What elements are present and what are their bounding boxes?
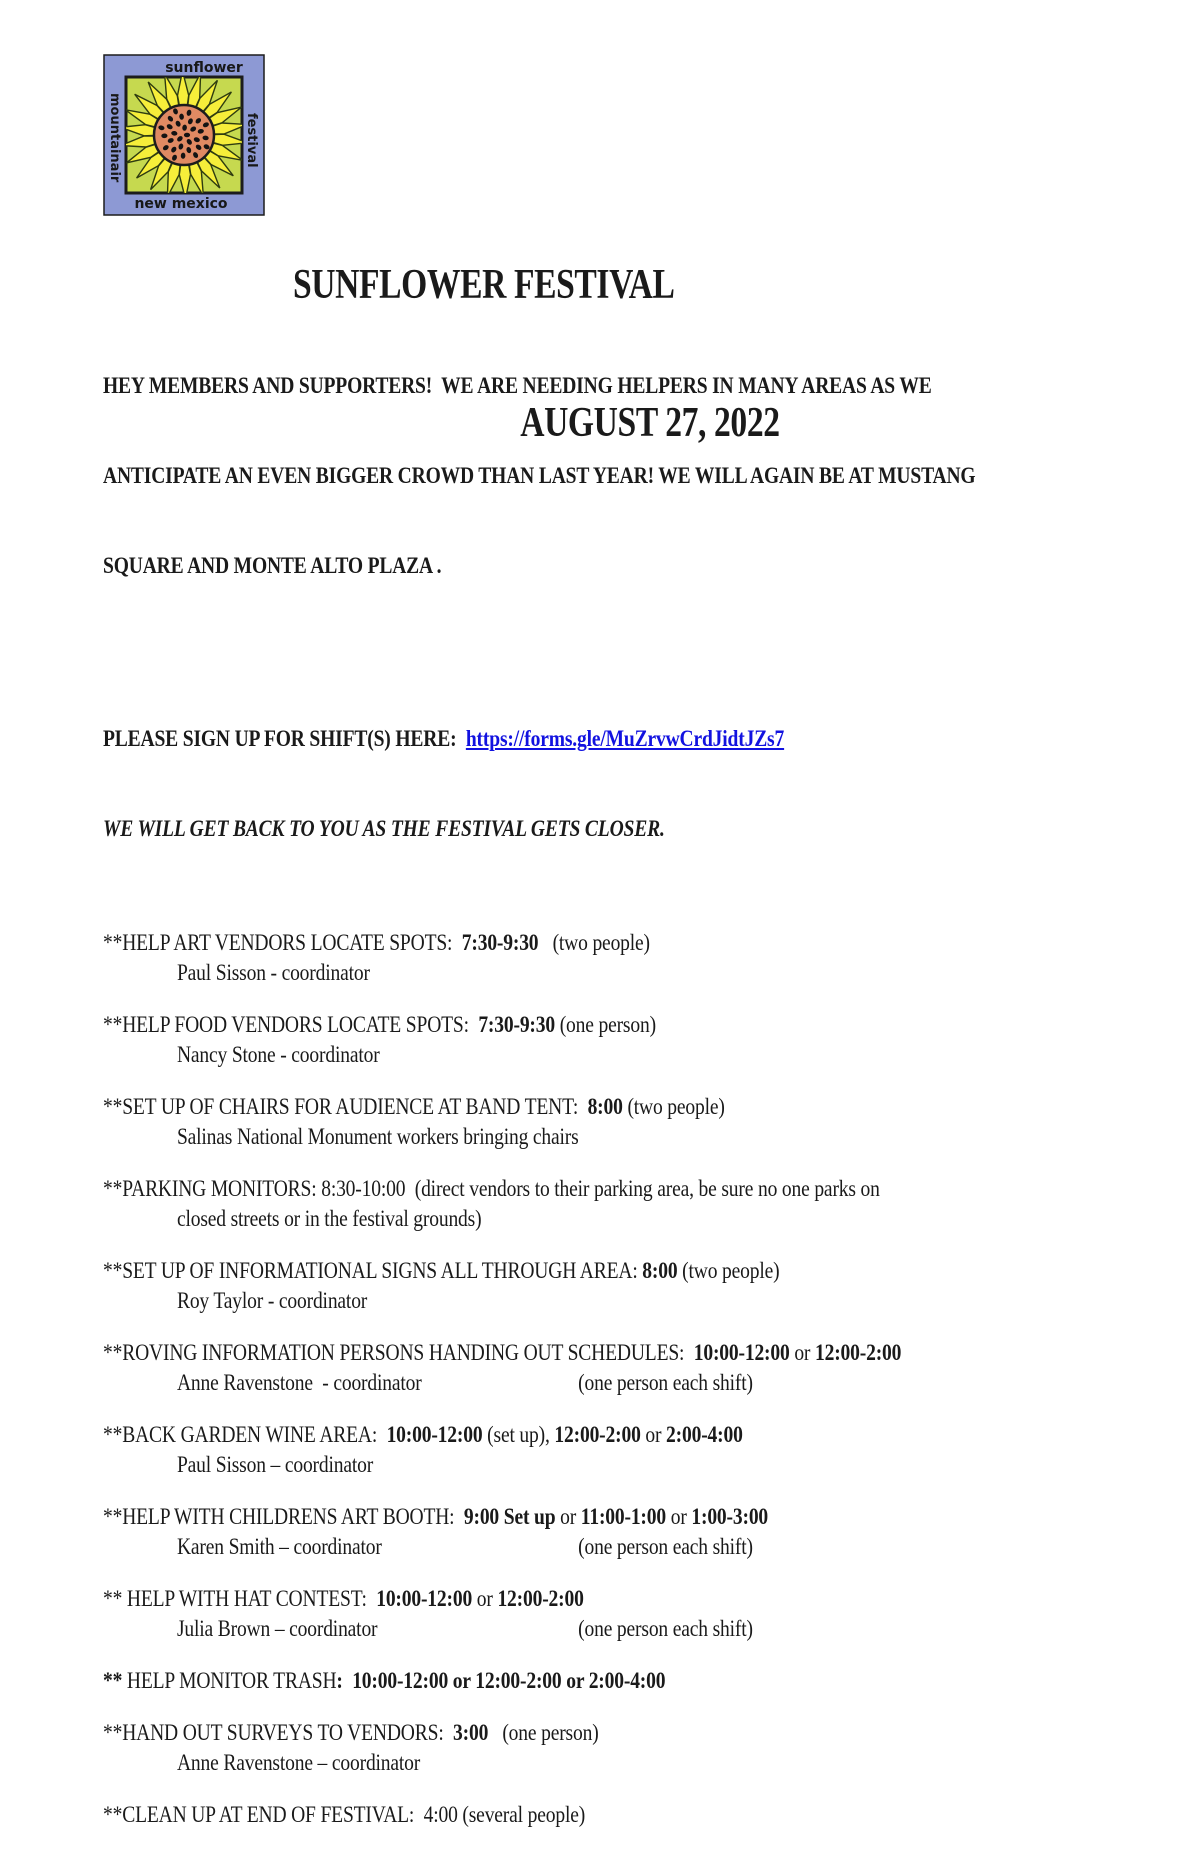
shift-time-emphasis: 10:00-12:00 (693, 1340, 790, 1365)
shift-time-emphasis: 1:00-3:00 (691, 1504, 769, 1529)
signup-block (103, 664, 1183, 904)
shift-text-run: (two people) (622, 1094, 725, 1119)
shift-text-run: ** HELP WITH HAT CONTEST: (103, 1586, 377, 1611)
shift-section (103, 1338, 1183, 1398)
shift-section (103, 1584, 1183, 1644)
shift-detail-left: Julia Brown – coordinator (176, 1616, 378, 1641)
shift-detail-line (103, 958, 1183, 988)
shift-title-line (103, 928, 1183, 958)
shift-section (103, 1800, 1183, 1830)
shift-text-run: **HAND OUT SURVEYS TO VENDORS: (103, 1720, 454, 1745)
shift-time-emphasis: : 10:00-12:00 or 12:00-2:00 or 2:00-4:00 (336, 1668, 666, 1693)
signup-followup: WE WILL GET BACK TO YOU AS THE FESTIVAL GETS CLOSER. (103, 816, 665, 841)
shift-text-run: **SET UP OF CHAIRS FOR AUDIENCE AT BAND TENT: (103, 1094, 588, 1119)
shift-time-emphasis: 7:30-9:30 (461, 930, 539, 955)
shift-time-emphasis: 2:00-4:00 (666, 1422, 743, 1447)
shift-detail-line (103, 1204, 1183, 1234)
signup-form-link[interactable]: https://forms.gle/MuZrvwCrdJidtJZs7 (465, 726, 785, 751)
shift-detail-left: Paul Sisson - coordinator (176, 960, 370, 985)
shift-title-line (103, 1420, 1183, 1450)
shift-detail-left: closed streets or in the festival grounds) (176, 1206, 482, 1231)
shift-title-line (103, 1338, 1183, 1368)
shift-detail-line (103, 1532, 1183, 1562)
shift-text-run: **SET UP OF INFORMATIONAL SIGNS ALL THROUGH AREA: (103, 1258, 643, 1283)
shift-time-emphasis: 3:00 (453, 1720, 489, 1745)
shift-text-run: (set up), (482, 1422, 555, 1447)
shift-time-emphasis: 12:00-2:00 (814, 1340, 902, 1365)
sunflower-logo-art (103, 55, 265, 215)
shift-detail-line (103, 1614, 1183, 1644)
shift-text-run: (two people) (677, 1258, 780, 1283)
shift-time-emphasis: 8:00 (587, 1094, 623, 1119)
shift-detail-left: Paul Sisson – coordinator (176, 1452, 374, 1477)
shift-title-line (103, 1584, 1183, 1614)
logo-word-left: mountainair (107, 93, 122, 183)
signup-line (103, 724, 1183, 754)
shift-text-run: HELP MONITOR TRASH (122, 1668, 337, 1693)
shift-time-emphasis: 8:00 (642, 1258, 678, 1283)
shift-text-run: or (555, 1504, 581, 1529)
shift-section (103, 1718, 1183, 1778)
shift-text-run: (two people) (538, 930, 650, 955)
document-body (103, 311, 1183, 1852)
shift-section (103, 1174, 1183, 1234)
shift-section (103, 1666, 1183, 1696)
shift-text-run: **ROVING INFORMATION PERSONS HANDING OUT SCHEDULES: (103, 1340, 694, 1365)
shift-section (103, 928, 1183, 988)
intro-line: SQUARE AND MONTE ALTO PLAZA . (103, 553, 442, 578)
shift-detail-left: Roy Taylor - coordinator (176, 1288, 368, 1313)
shift-text-run: (one person) (488, 1720, 599, 1745)
logo-word-bottom: new mexico (134, 196, 228, 212)
shift-title-line (103, 1010, 1183, 1040)
shift-time-emphasis: 11:00-1:00 (580, 1504, 666, 1529)
shift-text-run: or (789, 1340, 815, 1365)
title-line-2: AUGUST 27, 2022 (520, 400, 780, 446)
logo-word-top: sunflower (165, 60, 243, 76)
shift-title-line (103, 1256, 1183, 1286)
intro-line: HEY MEMBERS AND SUPPORTERS! WE ARE NEEDING HELPERS IN MANY AREAS AS WE (103, 373, 932, 398)
shift-section (103, 1502, 1183, 1562)
shift-title-line (103, 1092, 1183, 1122)
shift-title-line (103, 1174, 1183, 1204)
shift-text-run: or (472, 1586, 498, 1611)
shift-text-run: **CLEAN UP AT END OF FESTIVAL: 4:00 (several people) (103, 1802, 586, 1827)
shift-text-run: or (665, 1504, 692, 1529)
shift-section (103, 1420, 1183, 1480)
shift-detail-note: (one person each shift) (578, 1616, 753, 1641)
shift-text-run: or (640, 1422, 667, 1447)
shift-time-emphasis: 7:30-9:30 (478, 1012, 555, 1037)
festival-logo (103, 55, 265, 215)
shift-time-emphasis: 10:00-12:00 (386, 1422, 483, 1447)
shift-detail-note: (one person each shift) (578, 1370, 753, 1395)
signup-label: PLEASE SIGN UP FOR SHIFT(S) HERE: (103, 726, 466, 751)
shift-text-run: **BACK GARDEN WINE AREA: (103, 1422, 387, 1447)
shift-time-emphasis: 9:00 Set up (463, 1504, 556, 1529)
shift-text-run: (one person) (554, 1012, 656, 1037)
shift-detail-line (103, 1450, 1183, 1480)
shift-title-line (103, 1718, 1183, 1748)
shift-detail-line (103, 1368, 1183, 1398)
shift-text-run: **HELP ART VENDORS LOCATE SPOTS: (103, 930, 462, 955)
shift-detail-left: Anne Ravenstone - coordinator (176, 1370, 422, 1395)
shift-detail-line (103, 1040, 1183, 1070)
shift-title-line (103, 1502, 1183, 1532)
intro-paragraph (103, 311, 1183, 641)
shift-detail-left: Karen Smith – coordinator (176, 1534, 382, 1559)
shift-time-emphasis: 12:00-2:00 (497, 1586, 584, 1611)
shift-section (103, 1256, 1183, 1316)
shift-text-run: **HELP FOOD VENDORS LOCATE SPOTS: (103, 1012, 479, 1037)
shift-time-emphasis: ** (103, 1668, 123, 1693)
shift-time-emphasis: 12:00-2:00 (554, 1422, 641, 1447)
shift-text-run: **PARKING MONITORS: 8:30-10:00 (direct vendors to their parking area, be sure no one parks on (103, 1176, 880, 1201)
shift-detail-line (103, 1286, 1183, 1316)
shift-detail-line (103, 1748, 1183, 1778)
shift-time-emphasis: 10:00-12:00 (376, 1586, 473, 1611)
intro-line: ANTICIPATE AN EVEN BIGGER CROWD THAN LAST YEAR! WE WILL AGAIN BE AT MUSTANG (103, 463, 976, 488)
shift-list (103, 928, 1183, 1830)
shift-title-line (103, 1800, 1183, 1830)
shift-detail-left: Salinas National Monument workers bringing chairs (176, 1124, 579, 1149)
shift-title-line (103, 1666, 1183, 1696)
shift-detail-left: Anne Ravenstone – coordinator (176, 1750, 421, 1775)
shift-section (103, 1092, 1183, 1152)
shift-detail-line (103, 1122, 1183, 1152)
shift-detail-note: (one person each shift) (578, 1534, 753, 1559)
logo-word-right: festival (244, 113, 259, 168)
shift-detail-left: Nancy Stone - coordinator (176, 1042, 380, 1067)
shift-section (103, 1010, 1183, 1070)
title-line-1: SUNFLOWER FESTIVAL (293, 262, 675, 308)
shift-text-run: **HELP WITH CHILDRENS ART BOOTH: (103, 1504, 464, 1529)
